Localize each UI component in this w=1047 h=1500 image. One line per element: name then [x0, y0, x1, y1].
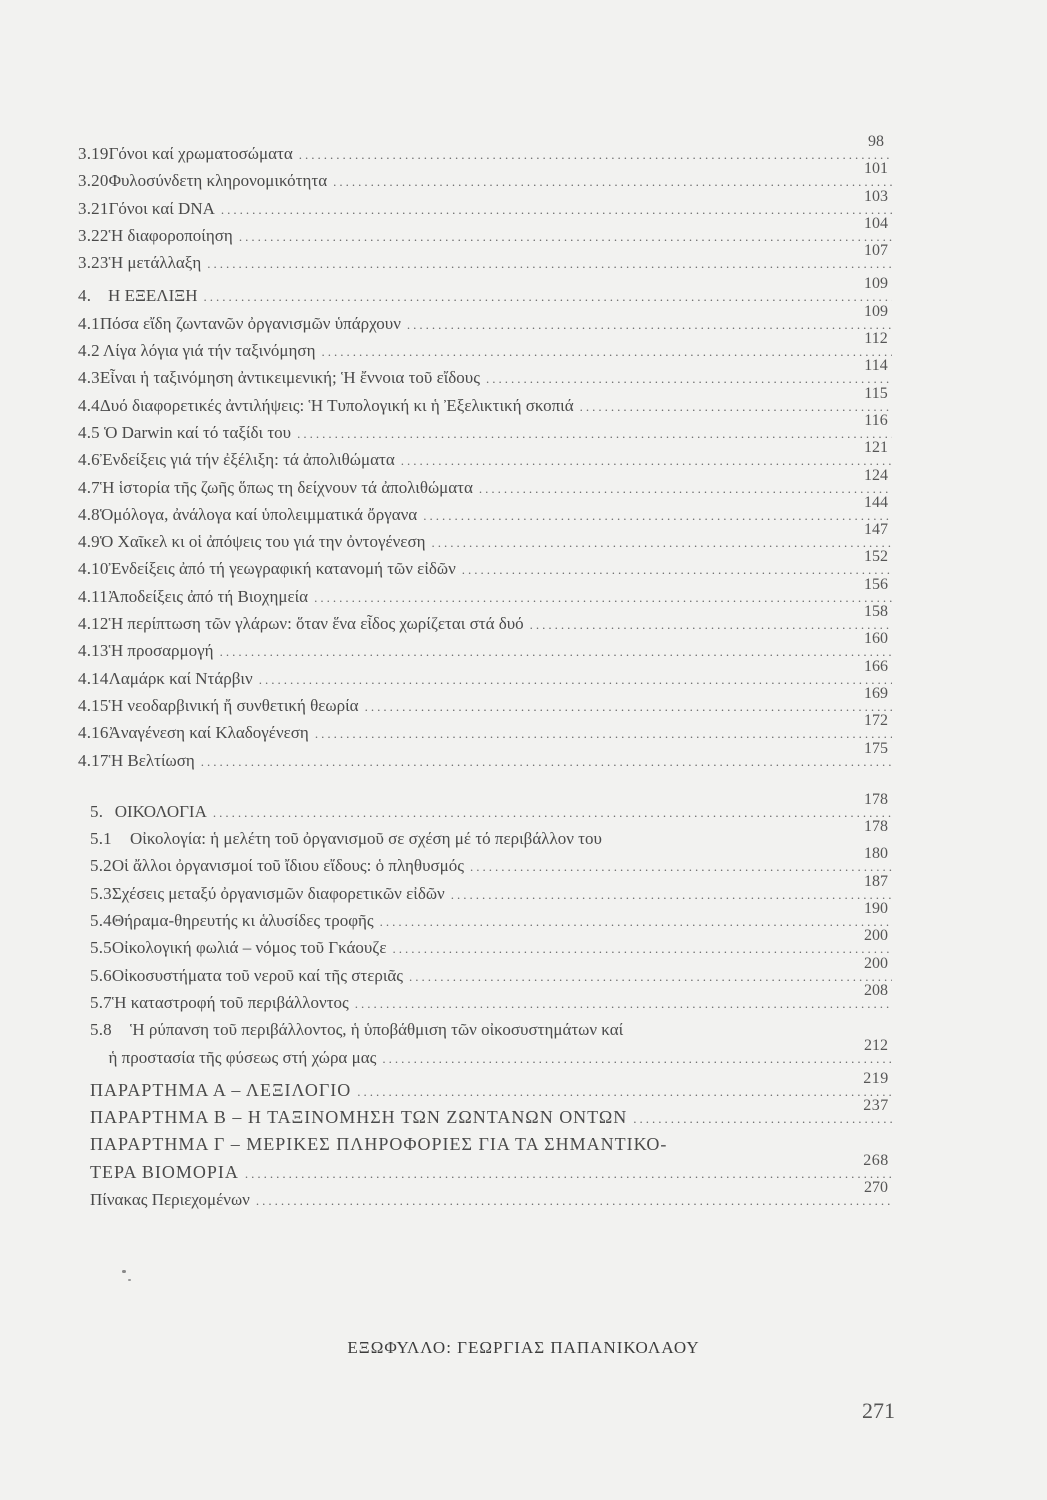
dot-leader: [470, 853, 892, 880]
contents-title: Πίνακας Περιεχομένων: [90, 1189, 250, 1209]
entry-title: Ἡ Βελτίωση: [108, 750, 195, 770]
dot-leader: [259, 666, 892, 693]
toc-entry: [78, 575, 898, 610]
entry-page: 190: [864, 900, 888, 918]
entry-title: Ἀποδείξεις ἀπό τή Βιοχημεία: [107, 586, 309, 606]
entry-number: 5.7: [90, 992, 112, 1012]
toc-entry: [78, 466, 898, 501]
dot-leader: [392, 935, 892, 962]
entry-number: 3.21: [78, 198, 109, 218]
entry-number: 3.22: [78, 225, 109, 245]
toc-entry: [78, 493, 898, 528]
dot-leader: [299, 141, 892, 168]
entry-number: 4.5: [78, 422, 100, 442]
entry-title: Ἐνδείξεις γιά τήν ἐξέλιξη: τά ἀπολιθώματα: [99, 450, 395, 470]
entry-page: 103: [864, 187, 888, 205]
dot-leader: [220, 638, 892, 665]
entry-page: 116: [864, 411, 888, 429]
toc-entry: [78, 657, 898, 692]
appendix-title-line-1: ΠΑΡΑΡΤΗΜΑ Γ – ΜΕΡΙΚΕΣ ΠΛΗΡΟΦΟΡΙΕΣ ΓΙΑ ΤΑ ΣΗΜΑΝΤΙΚΟ-: [90, 1134, 668, 1155]
entry-title: Ἡ μετάλλαξη: [108, 253, 202, 273]
toc-entry: [78, 302, 898, 337]
entry-title: Ἡ διαφοροποίηση: [108, 225, 233, 245]
entry-page: 152: [864, 548, 888, 566]
entry-page: 200: [864, 927, 888, 945]
dot-leader: [333, 168, 892, 195]
entry-title: Ἡ προσαρμογή: [108, 641, 214, 661]
dot-leader: [239, 223, 892, 250]
entry-number: 5.8: [90, 1020, 112, 1040]
toc-appendix: [90, 1131, 898, 1158]
dot-leader: [256, 1187, 892, 1214]
toc-entry: [78, 242, 898, 276]
toc-entry: [78, 214, 898, 249]
dot-leader: [221, 196, 892, 223]
appendix-title: ΠΑΡΑΡΤΗΜΑ Β – Η ΤΑΞΙΝΟΜΗΣΗ ΤΩΝ ΖΩΝΤΑΝΩΝ ΟΝΤΩΝ: [90, 1107, 628, 1128]
entry-title: Ἐνδείξεις ἀπό τή γεωγραφική κατανομή τῶν εἰδῶν: [108, 559, 456, 579]
entry-page: 180: [864, 845, 888, 863]
entry-title: Πόσα εἴδη ζωντανῶν ὀργανισμῶν ὑπάρχουν: [99, 313, 401, 333]
entry-number: 4.6: [78, 450, 100, 470]
dot-leader: [365, 693, 892, 720]
entry-page: 175: [864, 739, 888, 757]
entry-number: 4.10: [78, 559, 109, 579]
toc-entry: [78, 684, 898, 719]
entry-page: 208: [864, 981, 888, 999]
entry-title: Ὁ Χαῖκελ κι οἱ ἀπόψεις του γιά την ὀντογένεση: [99, 532, 426, 552]
entry-number: 5.1: [90, 829, 112, 849]
dot-leader: [380, 908, 892, 935]
toc-chapter-heading: [78, 275, 898, 309]
dot-leader: [201, 748, 892, 775]
entry-page: 270: [864, 1178, 888, 1196]
dot-leader: [245, 1160, 892, 1187]
entry-title: Ὁ Darwin καί τό ταξίδι του: [103, 422, 292, 442]
entry-title: Σχέσεις μεταξύ ὀργανισμῶν διαφορετικῶν εἰδῶν: [111, 883, 445, 903]
dot-leader: [213, 799, 892, 826]
entry-number: 4.12: [78, 614, 109, 634]
entry-page: 178: [864, 818, 888, 836]
entry-number: 4.13: [78, 641, 109, 661]
toc-entry: [78, 900, 898, 934]
entry-number: 5.2: [90, 856, 112, 876]
dot-leader: [451, 881, 892, 908]
dot-leader: [355, 990, 892, 1017]
table-of-contents: [78, 133, 898, 1213]
dot-leader: [462, 556, 892, 583]
dot-leader: [530, 611, 892, 638]
entry-title: Φυλοσύνδετη κληρονομικότητα: [108, 171, 328, 191]
dot-leader: [297, 420, 892, 447]
entry-title: Ἡ καταστροφή τοῦ περιβάλλοντος: [111, 992, 349, 1012]
entry-page: 160: [864, 630, 888, 648]
toc-entry: [78, 630, 898, 664]
entry-title: Ἡ περίπτωση τῶν γλάρων: ὅταν ἕνα εἶδος χωρίζεται στά δυό: [108, 614, 524, 634]
toc-entry: [78, 845, 898, 879]
entry-number: 5.3: [90, 883, 112, 903]
entry-page: 101: [864, 160, 888, 178]
entry-page: 212: [864, 1036, 888, 1054]
entry-page: 169: [864, 684, 888, 702]
toc-entry: [78, 818, 898, 852]
dot-leader: [382, 1045, 892, 1072]
entry-title: Οἰκολογική φωλιά – νόμος τοῦ Γκάουζε: [111, 938, 387, 958]
entry-number: 5.: [90, 801, 104, 821]
toc-chapter-heading: [78, 790, 898, 825]
spacer: [78, 774, 898, 798]
entry-title: Γόνοι καί DNA: [108, 198, 215, 218]
entry-page: 237: [863, 1097, 889, 1115]
toc-appendix: [90, 1097, 898, 1131]
dot-leader: [315, 720, 892, 747]
entry-page: 147: [864, 521, 888, 539]
entry-title: Γόνοι καί χρωματοσώματα: [108, 144, 293, 163]
toc-entry: [78, 133, 898, 167]
dot-leader: [203, 283, 892, 310]
toc-entry: [78, 411, 898, 446]
entry-number: 4.2: [78, 341, 100, 361]
toc-appendix: [90, 1069, 898, 1104]
entry-number: 4.: [78, 286, 92, 306]
entry-title: Ἀναγένεση καί Κλαδογένεση: [108, 723, 309, 743]
entry-page: 200: [864, 954, 888, 972]
entry-page: 158: [864, 603, 888, 621]
entry-page: 109: [864, 302, 888, 320]
dot-leader: [321, 338, 892, 365]
entry-number: 5.4: [90, 911, 112, 931]
entry-title: Εἶναι ἡ ταξινόμηση ἀντικειμενική; Ἡ ἔννοια τοῦ εἴδους: [99, 368, 480, 388]
entry-page: 144: [864, 493, 888, 511]
entry-title: ΟΙΚΟΛΟΓΙΑ: [114, 801, 207, 821]
dot-leader: [486, 365, 892, 392]
entry-number: 4.9: [78, 532, 100, 552]
entry-title-line-1: Ἡ ρύπανση τοῦ περιβάλλοντος, ἡ ὑποβάθμιση τῶν οἰκοσυστημάτων καί: [130, 1020, 624, 1040]
toc-entry: [78, 330, 898, 364]
toc-entry: [78, 603, 898, 637]
toc-entry: [78, 927, 898, 961]
print-speck: [122, 1270, 126, 1273]
entry-page: 104: [864, 214, 888, 232]
dot-leader: [432, 529, 893, 556]
toc-entry: [78, 739, 898, 774]
toc-entry: [78, 981, 898, 1016]
entry-page: 121: [864, 439, 888, 457]
toc-entry: [78, 521, 898, 555]
entry-page: 112: [864, 330, 888, 348]
entry-page: 115: [864, 384, 888, 402]
entry-title: Λαμάρκ καί Ντάρβιν: [108, 668, 253, 688]
entry-number: 5.5: [90, 938, 112, 958]
dot-leader: [409, 963, 892, 990]
entry-page: 219: [863, 1069, 889, 1087]
entry-number: 4.15: [78, 695, 109, 715]
dot-leader: [401, 447, 892, 474]
entry-title: Οἰκολογία: ἡ μελέτη τοῦ ὀργανισμοῦ σε σχέση μέ τό περιβάλλον του: [130, 829, 602, 849]
entry-page: 268: [863, 1151, 889, 1169]
entry-title: Η ΕΞΕΛΙΞΗ: [108, 286, 198, 306]
page-number: 271: [862, 1398, 895, 1423]
toc-contents-entry: [90, 1178, 898, 1213]
toc-entry-continuation: [78, 1036, 898, 1071]
dot-leader: [357, 1078, 892, 1105]
entry-number: 4.3: [78, 368, 100, 388]
entry-page: 98: [868, 133, 884, 150]
toc-entry: [78, 954, 898, 989]
entry-number: 4.11: [78, 586, 108, 606]
entry-page: 187: [864, 872, 888, 890]
entry-number: 4.8: [78, 504, 100, 524]
entry-page: 156: [864, 575, 888, 593]
entry-title: Ὁμόλογα, ἀνάλογα καί ὑπολειμματικά ὄργανα: [99, 504, 418, 524]
dot-leader: [580, 393, 892, 420]
entry-number: 3.23: [78, 253, 109, 273]
dot-leader: [407, 311, 892, 338]
toc-appendix-continuation: [90, 1151, 898, 1186]
entry-number: 5.6: [90, 965, 112, 985]
entry-page: 172: [864, 712, 888, 730]
cover-credit: ΕΞΩΦΥΛΛΟ: ΓΕΩΡΓΙΑΣ ΠΑΠΑΝΙΚΟΛΑΟΥ: [347, 1338, 700, 1357]
entry-number: 4.4: [78, 395, 100, 415]
entry-number: 3.19: [78, 144, 109, 163]
entry-number: 4.16: [78, 723, 109, 743]
dot-leader: [423, 502, 892, 529]
appendix-title-line-2: ΤΕΡΑ ΒΙΟΜΟΡΙΑ: [90, 1161, 239, 1182]
entry-number: 4.14: [78, 668, 109, 688]
toc-entry: [78, 384, 898, 419]
entry-page: 109: [864, 275, 888, 293]
entry-title: Ἡ νεοδαρβινική ἤ συνθετική θεωρία: [108, 695, 359, 715]
entry-number: 4.1: [78, 313, 100, 333]
dot-leader: [314, 584, 892, 611]
entry-page: 166: [864, 657, 888, 675]
toc-entry: [78, 160, 898, 194]
appendix-title: ΠΑΡΑΡΤΗΜΑ Α – ΛΕΞΙΛΟΓΙΟ: [90, 1079, 352, 1100]
entry-page: 114: [864, 357, 888, 375]
entry-page: 178: [864, 790, 888, 808]
toc-entry: [78, 357, 898, 391]
toc-entry: [78, 1016, 898, 1043]
entry-number: 4.17: [78, 750, 109, 770]
toc-entry: [78, 712, 898, 746]
entry-number: 4.7: [78, 477, 100, 497]
toc-entry: [78, 548, 898, 582]
entry-number: 3.20: [78, 171, 109, 191]
entry-title: Λίγα λόγια γιά τήν ταξινόμηση: [102, 341, 316, 361]
print-speck: [128, 1279, 131, 1281]
entry-page: 107: [864, 242, 888, 260]
dot-leader: [479, 475, 892, 502]
toc-entry: [78, 187, 898, 222]
toc-entry: [78, 872, 898, 907]
dot-leader: [207, 250, 892, 277]
entry-page: 124: [864, 466, 888, 484]
toc-entry: [78, 439, 898, 473]
entry-title: Οἱ ἄλλοι ὀργανισμοί τοῦ ἴδιου εἴδους: ὁ πληθυσμός: [111, 856, 464, 876]
entry-title: Ἡ ἱστορία τῆς ζωῆς ὅπως τη δείχνουν τά ἀπολιθώματα: [99, 477, 473, 497]
entry-title: Οἰκοσυστήματα τοῦ νεροῦ καί τῆς στεριᾶς: [111, 965, 404, 985]
entry-title: Θήραμα-θηρευτής κι ἁλυσίδες τροφῆς: [111, 911, 374, 931]
entry-title-line-2: ἡ προστασία τῆς φύσεως στή χώρα μας: [108, 1047, 377, 1067]
entry-title: Δυό διαφορετικές ἀντιλήψεις: Ἡ Τυπολογική κι ἡ Ἐξελικτική σκοπιά: [99, 395, 574, 415]
